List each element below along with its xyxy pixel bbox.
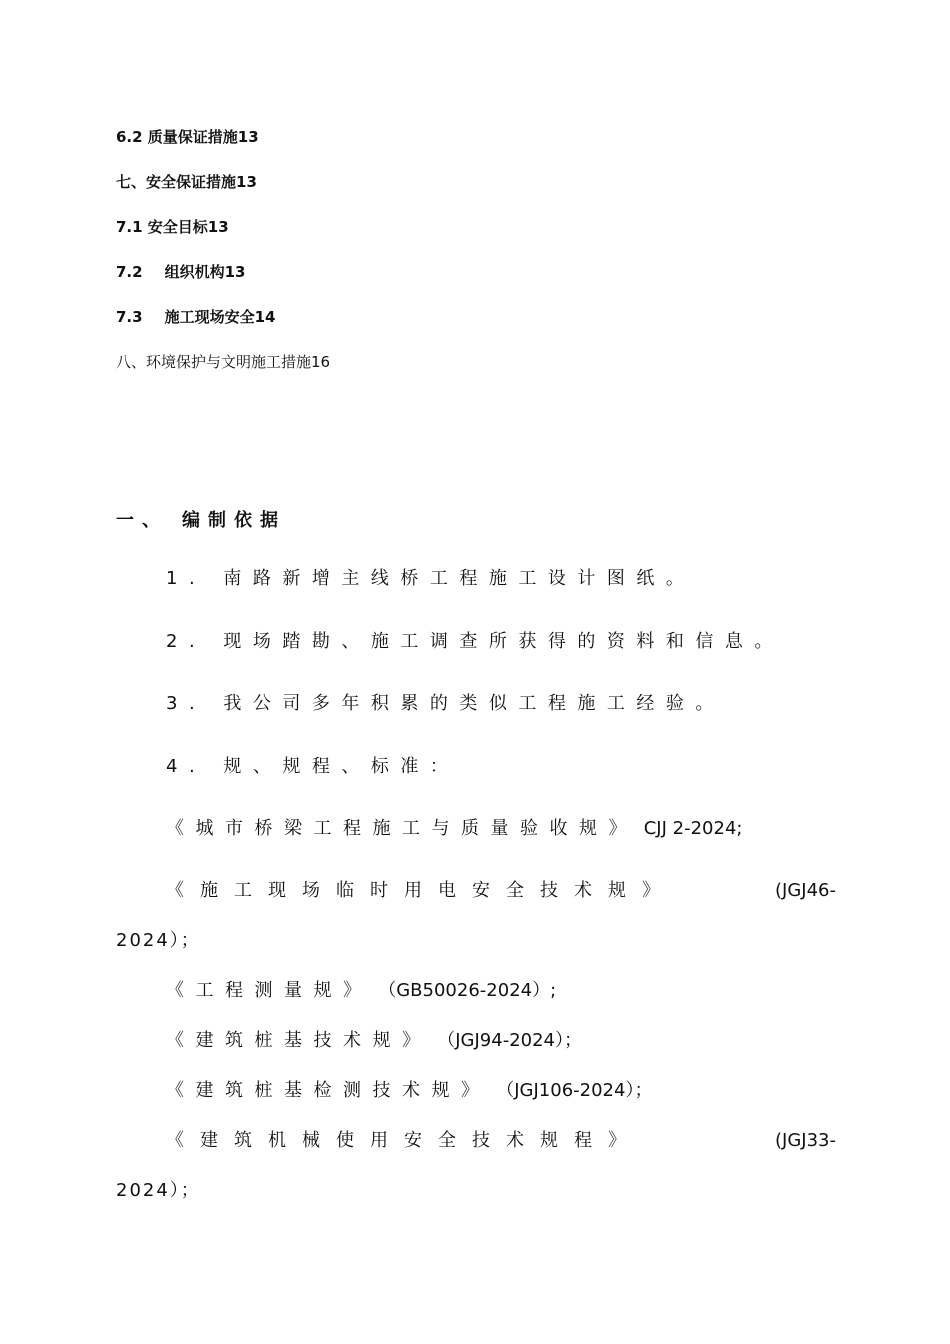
- standard-6: [166, 1129, 836, 1153]
- standard-name: 《建筑桩基检测技术规》: [166, 1080, 491, 1101]
- standard-name: 《城市桥梁工程施工与质量验收规》: [166, 818, 638, 839]
- basis-item-1: 1. 南路新增主线桥工程施工设计图纸。: [166, 568, 696, 589]
- toc-entry-7-1[interactable]: 7.1 安全目标13: [116, 218, 229, 236]
- standard-3: [166, 979, 556, 1003]
- basis-item-2: 2. 现场踏勘、施工调查所获得的资料和信息。: [166, 631, 784, 652]
- section-title: 编制依据: [182, 510, 286, 531]
- toc-entry-7-3[interactable]: [116, 307, 275, 327]
- standard-4: [166, 1029, 582, 1053]
- standard-2-continuation: 2024）；: [116, 930, 201, 951]
- toc-entry-7-2[interactable]: [116, 262, 245, 282]
- standard-name: 《建筑桩基技术规》: [166, 1030, 432, 1051]
- standard-code: (JGJ46-: [775, 880, 836, 901]
- standard-5: [166, 1079, 652, 1103]
- toc-entry-label: 施工现场安全14: [164, 308, 276, 326]
- toc-entry-number: 7.2: [116, 263, 143, 281]
- standard-2: [166, 879, 836, 903]
- standard-code: CJJ 2-2024;: [643, 818, 743, 839]
- toc-entry-6-2[interactable]: 6.2 质量保证措施13: [116, 128, 259, 146]
- standard-code: (JGJ33-: [775, 1130, 836, 1151]
- standard-code: （JGJ94-2024）；: [437, 1030, 583, 1051]
- standard-6-continuation: 2024）；: [116, 1180, 201, 1201]
- standard-name: 《工程测量规》: [166, 980, 373, 1001]
- section-number: 一、: [116, 510, 168, 531]
- standard-code: （GB50026-2024）;: [378, 980, 557, 1001]
- toc-entry-7[interactable]: 七、安全保证措施13: [116, 173, 257, 191]
- toc-entry-number: 7.3: [116, 308, 143, 326]
- toc-entry-label: 组织机构13: [164, 263, 246, 281]
- standard-name: 《建筑机械使用安全技术规程》: [166, 1130, 642, 1151]
- toc-entry-8[interactable]: 八、环境保护与文明施工措施16: [116, 353, 331, 371]
- section-heading: [116, 506, 286, 532]
- standard-1: [166, 817, 742, 841]
- standard-name: 《施工现场临时用电安全技术规》: [166, 880, 676, 901]
- standard-code: （JGJ106-2024）；: [496, 1080, 653, 1101]
- basis-item-3: 3. 我公司多年积累的类似工程施工经验。: [166, 693, 725, 714]
- basis-item-4: 4. 规、规程、标准：: [166, 756, 460, 777]
